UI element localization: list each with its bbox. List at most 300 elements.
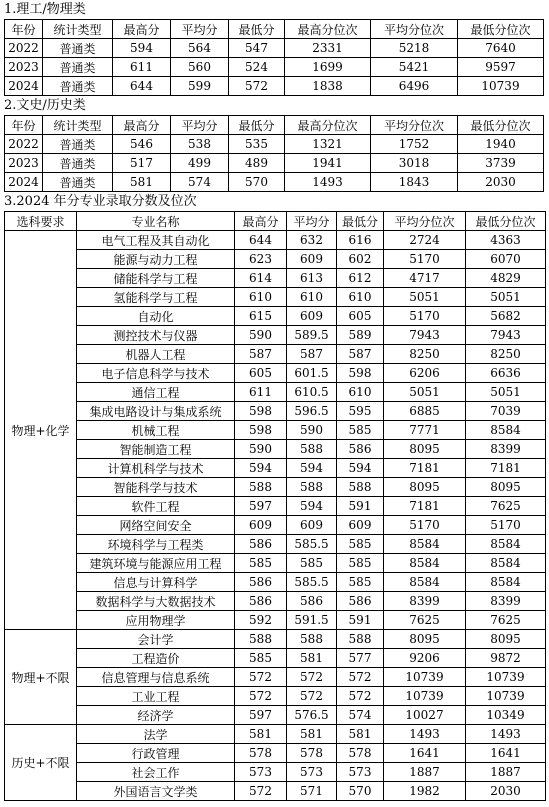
table-cell: 594 <box>287 497 337 516</box>
table-cell: 601.5 <box>287 364 337 383</box>
table-cell: 577 <box>337 649 384 668</box>
table-cell: 5051 <box>384 288 466 307</box>
table-cell: 6206 <box>384 364 466 383</box>
table-cell: 586 <box>337 592 384 611</box>
table-cell: 5170 <box>384 250 466 269</box>
table-cell: 605 <box>337 307 384 326</box>
table-cell: 594 <box>287 459 337 478</box>
table-cell: 585 <box>337 573 384 592</box>
table-row <box>5 77 544 96</box>
table-cell: 597 <box>235 706 287 725</box>
col-max-rank: 最高分位次 <box>285 20 371 39</box>
table-cell: 610 <box>337 383 384 402</box>
table-cell: 5218 <box>371 39 458 58</box>
table-cell: 1838 <box>285 77 371 96</box>
major-name-cell: 智能制造工程 <box>77 440 235 459</box>
table-cell: 2030 <box>458 173 544 192</box>
table-cell: 560 <box>171 58 229 77</box>
section-title-majors: 3.2024 年分专业录取分数及位次 <box>4 194 197 209</box>
major-name-cell: 数据科学与大数据技术 <box>77 592 235 611</box>
table-cell: 1493 <box>466 725 546 744</box>
table-cell: 612 <box>337 269 384 288</box>
table-cell: 611 <box>113 58 171 77</box>
table-header-row <box>5 20 544 39</box>
table-cell: 普通类 <box>43 58 113 77</box>
table-cell: 普通类 <box>43 135 113 154</box>
table-cell: 585.5 <box>287 535 337 554</box>
major-name-cell: 集成电路设计与集成系统 <box>77 402 235 421</box>
table-cell: 8095 <box>466 478 546 497</box>
table-row <box>5 592 546 611</box>
table-cell: 普通类 <box>43 77 113 96</box>
table-cell: 595 <box>337 402 384 421</box>
table-cell: 1887 <box>466 763 546 782</box>
table-cell: 609 <box>287 250 337 269</box>
col-avg-rank: 平均分位次 <box>371 116 458 135</box>
table-cell: 589.5 <box>287 326 337 345</box>
table-cell: 4717 <box>384 269 466 288</box>
table-cell: 7943 <box>466 326 546 345</box>
section-title-physics: 1.理工/物理类 <box>4 2 86 17</box>
major-name-cell: 应用物理学 <box>77 611 235 630</box>
table-cell: 610 <box>337 288 384 307</box>
table-cell: 8584 <box>466 421 546 440</box>
major-name-cell: 计算机科学与技术 <box>77 459 235 478</box>
table-cell: 10349 <box>466 706 546 725</box>
table-cell: 605 <box>235 364 287 383</box>
table-row <box>5 478 546 497</box>
col-max: 最高分 <box>113 20 171 39</box>
table-cell: 572 <box>287 687 337 706</box>
table-cell: 576.5 <box>287 706 337 725</box>
table-header-row <box>5 212 546 231</box>
table-cell: 644 <box>113 77 171 96</box>
table-cell: 597 <box>235 497 287 516</box>
table-cell: 1887 <box>384 763 466 782</box>
table-cell: 585 <box>235 649 287 668</box>
table-row <box>5 288 546 307</box>
table-cell: 7625 <box>384 611 466 630</box>
col-min-rank: 最低分位次 <box>458 20 544 39</box>
table-row <box>5 345 546 364</box>
table-cell: 5421 <box>371 58 458 77</box>
table-row <box>5 173 544 192</box>
table-row <box>5 250 546 269</box>
table-cell: 10739 <box>384 668 466 687</box>
table-cell: 10739 <box>458 77 544 96</box>
table-cell: 8095 <box>384 630 466 649</box>
major-name-cell: 社会工作 <box>77 763 235 782</box>
table-cell: 585.5 <box>287 573 337 592</box>
table-cell: 7181 <box>466 459 546 478</box>
table-cell: 581 <box>113 173 171 192</box>
table-cell: 590 <box>235 326 287 345</box>
table-row <box>5 135 544 154</box>
table-cell: 611 <box>235 383 287 402</box>
table-row <box>5 630 546 649</box>
major-name-cell: 电气工程及其自动化 <box>77 231 235 250</box>
table-row <box>5 611 546 630</box>
col-avg: 平均分 <box>287 212 337 231</box>
table-row <box>5 668 546 687</box>
table-cell: 598 <box>337 364 384 383</box>
table-row <box>5 554 546 573</box>
table-cell: 6070 <box>466 250 546 269</box>
col-type: 统计类型 <box>43 20 113 39</box>
table-cell: 1940 <box>458 135 544 154</box>
table-cell: 613 <box>287 269 337 288</box>
table-cell: 7640 <box>458 39 544 58</box>
subject-requirement-cell: 物理+化学 <box>5 231 77 630</box>
table-cell: 547 <box>229 39 285 58</box>
history-score-table <box>4 115 544 192</box>
table-cell: 8095 <box>466 630 546 649</box>
table-cell: 普通类 <box>43 39 113 58</box>
major-name-cell: 经济学 <box>77 706 235 725</box>
major-name-cell: 能源与动力工程 <box>77 250 235 269</box>
col-year: 年份 <box>5 20 43 39</box>
table-row <box>5 497 546 516</box>
physics-score-table <box>4 19 544 96</box>
major-name-cell: 工业工程 <box>77 687 235 706</box>
table-cell: 578 <box>337 744 384 763</box>
table-cell: 5170 <box>384 307 466 326</box>
table-cell: 8399 <box>384 592 466 611</box>
table-cell: 9597 <box>458 58 544 77</box>
table-cell: 598 <box>235 402 287 421</box>
table-row <box>5 535 546 554</box>
table-row <box>5 39 544 58</box>
table-cell: 2022 <box>5 39 43 58</box>
table-cell: 9206 <box>384 649 466 668</box>
table-cell: 538 <box>171 135 229 154</box>
table-cell: 586 <box>337 440 384 459</box>
table-cell: 8584 <box>384 535 466 554</box>
table-row <box>5 58 544 77</box>
table-cell: 8584 <box>384 554 466 573</box>
table-cell: 609 <box>287 516 337 535</box>
table-row <box>5 402 546 421</box>
history-table-body <box>5 135 544 192</box>
table-row <box>5 725 546 744</box>
physics-table-body <box>5 39 544 96</box>
table-cell: 2724 <box>384 231 466 250</box>
table-cell: 588 <box>337 478 384 497</box>
table-cell: 5170 <box>466 516 546 535</box>
major-name-cell: 储能科学与工程 <box>77 269 235 288</box>
table-cell: 587 <box>337 345 384 364</box>
table-cell: 1321 <box>285 135 371 154</box>
table-cell: 623 <box>235 250 287 269</box>
table-cell: 614 <box>235 269 287 288</box>
table-cell: 1641 <box>384 744 466 763</box>
table-cell: 592 <box>235 611 287 630</box>
table-cell: 499 <box>171 154 229 173</box>
major-name-cell: 机器人工程 <box>77 345 235 364</box>
table-cell: 1641 <box>466 744 546 763</box>
table-cell: 8399 <box>466 592 546 611</box>
table-cell: 普通类 <box>43 154 113 173</box>
table-cell: 590 <box>287 421 337 440</box>
table-cell: 7625 <box>466 497 546 516</box>
col-max: 最高分 <box>113 116 171 135</box>
table-cell: 572 <box>235 668 287 687</box>
col-avg: 平均分 <box>171 20 229 39</box>
col-avg-rank: 平均分位次 <box>384 212 466 231</box>
major-name-cell: 机械工程 <box>77 421 235 440</box>
col-major: 专业名称 <box>77 212 235 231</box>
table-cell: 2023 <box>5 58 43 77</box>
table-row <box>5 744 546 763</box>
major-name-cell: 会计学 <box>77 630 235 649</box>
table-cell: 1493 <box>384 725 466 744</box>
table-cell: 581 <box>287 725 337 744</box>
major-name-cell: 通信工程 <box>77 383 235 402</box>
table-cell: 572 <box>337 687 384 706</box>
table-cell: 585 <box>337 554 384 573</box>
table-row <box>5 706 546 725</box>
table-cell: 10027 <box>384 706 466 725</box>
table-cell: 632 <box>287 231 337 250</box>
table-cell: 2030 <box>466 782 546 801</box>
table-cell: 489 <box>229 154 285 173</box>
table-cell: 585 <box>235 554 287 573</box>
table-row <box>5 269 546 288</box>
table-cell: 7943 <box>384 326 466 345</box>
table-cell: 8584 <box>384 573 466 592</box>
major-name-cell: 外国语言文学类 <box>77 782 235 801</box>
table-cell: 10739 <box>384 687 466 706</box>
table-row <box>5 421 546 440</box>
table-cell: 8250 <box>384 345 466 364</box>
table-cell: 1752 <box>371 135 458 154</box>
table-cell: 1982 <box>384 782 466 801</box>
table-cell: 594 <box>235 459 287 478</box>
table-row <box>5 364 546 383</box>
table-cell: 5051 <box>384 383 466 402</box>
table-cell: 581 <box>235 725 287 744</box>
table-cell: 1699 <box>285 58 371 77</box>
table-cell: 573 <box>337 763 384 782</box>
major-table-body <box>5 231 546 801</box>
major-name-cell: 智能科学与技术 <box>77 478 235 497</box>
table-cell: 1493 <box>285 173 371 192</box>
table-cell: 573 <box>235 763 287 782</box>
col-type: 统计类型 <box>43 116 113 135</box>
table-cell: 585 <box>287 554 337 573</box>
col-min-rank: 最低分位次 <box>458 116 544 135</box>
table-cell: 8584 <box>466 535 546 554</box>
table-cell: 573 <box>287 763 337 782</box>
table-cell: 7771 <box>384 421 466 440</box>
table-row <box>5 687 546 706</box>
table-cell: 589 <box>337 326 384 345</box>
col-requirement: 选科要求 <box>5 212 77 231</box>
table-cell: 5051 <box>466 288 546 307</box>
table-row <box>5 782 546 801</box>
major-name-cell: 电子信息科学与技术 <box>77 364 235 383</box>
col-min-rank: 最低分位次 <box>466 212 546 231</box>
table-cell: 609 <box>235 516 287 535</box>
table-cell: 572 <box>337 668 384 687</box>
major-name-cell: 自动化 <box>77 307 235 326</box>
table-cell: 572 <box>235 782 287 801</box>
table-cell: 7181 <box>384 497 466 516</box>
table-cell: 2331 <box>285 39 371 58</box>
table-cell: 10739 <box>466 668 546 687</box>
table-cell: 571 <box>287 782 337 801</box>
table-cell: 610.5 <box>287 383 337 402</box>
section-title-history: 2.文史/历史类 <box>4 98 86 113</box>
table-cell: 588 <box>287 630 337 649</box>
table-cell: 8095 <box>384 440 466 459</box>
major-name-cell: 氢能科学与工程 <box>77 288 235 307</box>
table-cell: 9872 <box>466 649 546 668</box>
major-name-cell: 工程造价 <box>77 649 235 668</box>
table-cell: 1941 <box>285 154 371 173</box>
table-cell: 3739 <box>458 154 544 173</box>
table-cell: 4829 <box>466 269 546 288</box>
table-cell: 1843 <box>371 173 458 192</box>
major-name-cell: 行政管理 <box>77 744 235 763</box>
table-cell: 6885 <box>384 402 466 421</box>
table-row <box>5 459 546 478</box>
table-cell: 598 <box>235 421 287 440</box>
table-cell: 2024 <box>5 173 43 192</box>
table-cell: 615 <box>235 307 287 326</box>
table-cell: 564 <box>171 39 229 58</box>
table-cell: 586 <box>287 592 337 611</box>
table-cell: 594 <box>113 39 171 58</box>
table-cell: 581 <box>337 725 384 744</box>
major-name-cell: 法学 <box>77 725 235 744</box>
table-cell: 586 <box>235 535 287 554</box>
table-cell: 586 <box>235 573 287 592</box>
table-cell: 581 <box>287 649 337 668</box>
major-score-table <box>4 211 546 801</box>
table-row <box>5 649 546 668</box>
table-cell: 588 <box>287 478 337 497</box>
table-row <box>5 440 546 459</box>
table-cell: 585 <box>337 535 384 554</box>
table-cell: 7181 <box>384 459 466 478</box>
table-row <box>5 763 546 782</box>
table-cell: 574 <box>171 173 229 192</box>
table-cell: 609 <box>287 307 337 326</box>
table-cell: 10739 <box>466 687 546 706</box>
table-row <box>5 383 546 402</box>
table-row <box>5 154 544 173</box>
table-header-row <box>5 116 544 135</box>
table-cell: 517 <box>113 154 171 173</box>
table-cell: 2023 <box>5 154 43 173</box>
table-cell: 616 <box>337 231 384 250</box>
table-cell: 585 <box>337 421 384 440</box>
table-cell: 588 <box>235 478 287 497</box>
table-row <box>5 307 546 326</box>
table-cell: 8584 <box>466 573 546 592</box>
major-name-cell: 建筑环境与能源应用工程 <box>77 554 235 573</box>
major-name-cell: 环境科学与工程类 <box>77 535 235 554</box>
table-cell: 8584 <box>466 554 546 573</box>
table-cell: 572 <box>235 687 287 706</box>
table-cell: 570 <box>229 173 285 192</box>
col-min: 最低分 <box>229 116 285 135</box>
table-cell: 3018 <box>371 154 458 173</box>
table-cell: 609 <box>337 516 384 535</box>
table-cell: 5682 <box>466 307 546 326</box>
table-cell: 591 <box>337 611 384 630</box>
major-name-cell: 软件工程 <box>77 497 235 516</box>
col-year: 年份 <box>5 116 43 135</box>
table-cell: 587 <box>287 345 337 364</box>
table-cell: 546 <box>113 135 171 154</box>
major-name-cell: 信息管理与信息系统 <box>77 668 235 687</box>
table-cell: 普通类 <box>43 173 113 192</box>
table-cell: 4363 <box>466 231 546 250</box>
table-cell: 587 <box>235 345 287 364</box>
table-cell: 578 <box>287 744 337 763</box>
table-cell: 591 <box>337 497 384 516</box>
table-cell: 588 <box>337 630 384 649</box>
table-cell: 6496 <box>371 77 458 96</box>
table-cell: 591.5 <box>287 611 337 630</box>
table-cell: 602 <box>337 250 384 269</box>
table-cell: 535 <box>229 135 285 154</box>
col-min: 最低分 <box>229 20 285 39</box>
table-cell: 610 <box>287 288 337 307</box>
table-cell: 644 <box>235 231 287 250</box>
table-cell: 8399 <box>466 440 546 459</box>
table-cell: 570 <box>337 782 384 801</box>
table-cell: 2024 <box>5 77 43 96</box>
table-cell: 610 <box>235 288 287 307</box>
col-max-rank: 最高分位次 <box>285 116 371 135</box>
table-cell: 572 <box>229 77 285 96</box>
table-cell: 572 <box>287 668 337 687</box>
table-cell: 6636 <box>466 364 546 383</box>
table-cell: 5170 <box>384 516 466 535</box>
table-cell: 8095 <box>384 478 466 497</box>
table-cell: 590 <box>235 440 287 459</box>
table-cell: 599 <box>171 77 229 96</box>
table-cell: 8250 <box>466 345 546 364</box>
subject-requirement-cell: 历史+不限 <box>5 725 77 801</box>
table-row <box>5 573 546 592</box>
col-avg-rank: 平均分位次 <box>371 20 458 39</box>
table-cell: 2022 <box>5 135 43 154</box>
table-cell: 524 <box>229 58 285 77</box>
table-row <box>5 231 546 250</box>
table-row <box>5 516 546 535</box>
table-cell: 7625 <box>466 611 546 630</box>
major-name-cell: 信息与计算科学 <box>77 573 235 592</box>
table-cell: 578 <box>235 744 287 763</box>
col-avg: 平均分 <box>171 116 229 135</box>
table-cell: 5051 <box>466 383 546 402</box>
table-cell: 588 <box>287 440 337 459</box>
table-row <box>5 326 546 345</box>
subject-requirement-cell: 物理+不限 <box>5 630 77 725</box>
table-cell: 588 <box>235 630 287 649</box>
col-min: 最低分 <box>337 212 384 231</box>
table-cell: 594 <box>337 459 384 478</box>
table-cell: 596.5 <box>287 402 337 421</box>
table-cell: 574 <box>337 706 384 725</box>
major-name-cell: 网络空间安全 <box>77 516 235 535</box>
col-max: 最高分 <box>235 212 287 231</box>
table-cell: 586 <box>235 592 287 611</box>
